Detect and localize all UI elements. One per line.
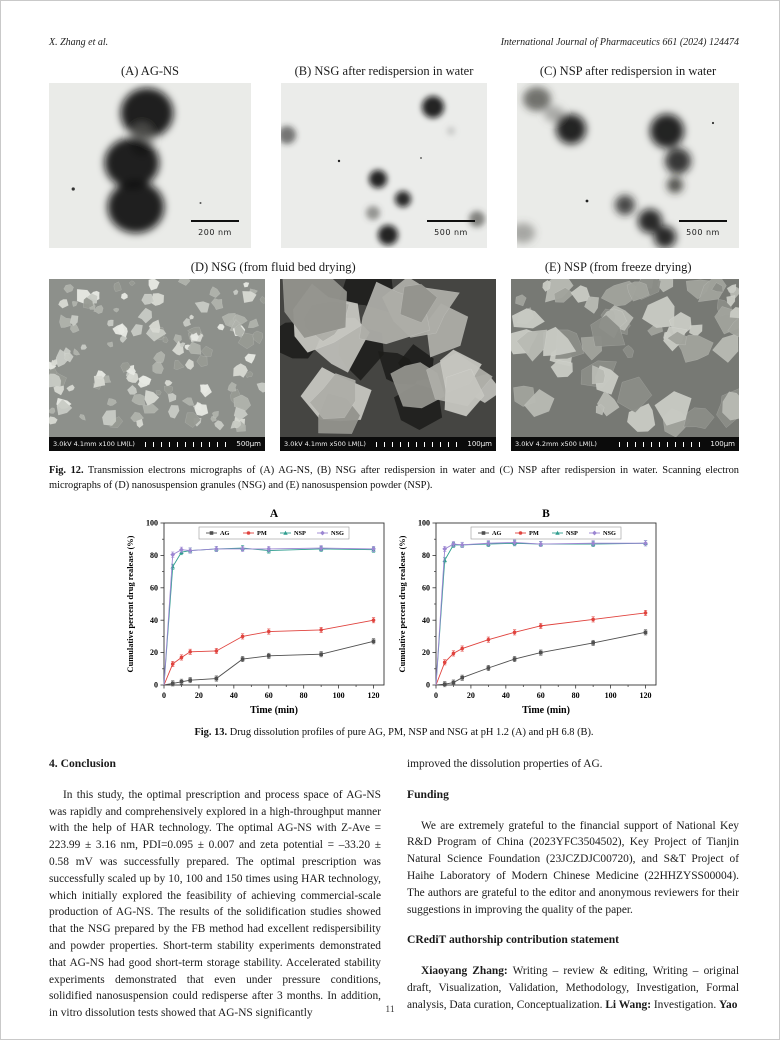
- scalebar-line: [191, 220, 239, 223]
- svg-text:NSG: NSG: [331, 530, 344, 538]
- sem-image-e: [511, 279, 739, 437]
- scalebar-label: 500 nm: [686, 228, 720, 237]
- sem-scale-label: 100μm: [710, 440, 735, 448]
- svg-text:0: 0: [162, 691, 166, 700]
- tem-micrograph-a: [49, 83, 251, 248]
- sem-ruler: [145, 442, 231, 447]
- sem-micrograph-e: [511, 279, 739, 451]
- page-footer: [1, 1005, 779, 1015]
- figure-12-caption: [49, 463, 739, 493]
- figure-13: [49, 505, 739, 740]
- funding-paragraph: We are extremely grateful to the financial support of National Key R&D Program of China (2023YFC3504502), Key Project of Tianjin Natural Science Foundation (23JCZDJC00720), and S&T Project of Haihe Laboratory of Modern Chinese Medicine (22HHZYSS00004). The authors are grateful to the editor and anonymous reviewers for their suggestions in improving the quality of the paper.: [407, 819, 739, 916]
- svg-text:20: 20: [466, 691, 475, 700]
- svg-text:100: 100: [146, 518, 158, 528]
- tem-scalebar-a: [191, 220, 239, 241]
- svg-text:NSG: NSG: [603, 530, 616, 538]
- sem-micrograph-row: [49, 279, 739, 451]
- svg-text:Time (min): Time (min): [522, 705, 570, 716]
- sem-infobar-d1: [49, 437, 265, 451]
- scalebar-label: 200 nm: [198, 228, 232, 237]
- credit-author-2: Li Wang:: [605, 998, 652, 1011]
- tem-panel-titles: [49, 64, 739, 79]
- credit-roles-2: Investigation.: [651, 998, 720, 1011]
- sem-meta-label: 3.0kV 4.1mm x100 LM(L): [53, 440, 135, 448]
- svg-text:20: 20: [194, 691, 203, 700]
- svg-text:80: 80: [422, 551, 430, 560]
- tem-scalebar-c: [679, 220, 727, 241]
- svg-text:60: 60: [150, 583, 158, 593]
- sem-infobar-e: [511, 437, 739, 451]
- running-author: X. Zhang et al.: [49, 37, 109, 48]
- figure-12-caption-text: Transmission electrons micrographs of (A) AG-NS, (B) NSG after redispersion in water and (C) NSP after redispersion in water. Scanning electron micrographs of (D) nanosuspension granules (NSG) and (E) nanosuspension powder (NSP).: [49, 465, 739, 491]
- figure-13-caption: [49, 725, 739, 740]
- conclusion-heading: 4. Conclusion: [49, 757, 117, 770]
- sem-image-d1: [49, 279, 265, 437]
- credit-roles-1: Writing – review & editing, Writing – original draft, Visualization, Validation, Methodology, Investigation, Formal analysis, Data curation, Conceptualization.: [407, 965, 739, 1011]
- svg-text:NSP: NSP: [566, 530, 578, 538]
- credit-author-3: Yao: [719, 998, 738, 1011]
- journal-reference: International Journal of Pharmaceutics 661 (2024) 124474: [500, 37, 739, 48]
- svg-text:40: 40: [501, 691, 510, 700]
- svg-text:AG: AG: [492, 530, 502, 538]
- sem-meta-label: 3.0kV 4.1mm x500 LM(L): [284, 440, 366, 448]
- svg-text:120: 120: [639, 691, 652, 700]
- sem-title-d: (D) NSG (from fluid bed drying): [190, 260, 356, 274]
- svg-text:40: 40: [150, 615, 158, 625]
- sem-micrograph-d1: [49, 279, 265, 451]
- svg-text:60: 60: [536, 691, 545, 700]
- svg-text:40: 40: [422, 615, 430, 625]
- svg-text:0: 0: [426, 680, 430, 690]
- svg-text:20: 20: [150, 648, 158, 658]
- svg-text:0: 0: [434, 691, 438, 700]
- svg-text:Cumulative percent drug realea: Cumulative percent drug realease (%): [126, 535, 135, 673]
- svg-text:100: 100: [604, 691, 617, 700]
- figure-13-caption-text: Drug dissolution profiles of pure AG, PM, NSP and NSG at pH 1.2 (A) and pH 6.8 (B).: [229, 727, 594, 738]
- figure-12: [49, 64, 739, 493]
- svg-text:Time (min): Time (min): [250, 705, 298, 716]
- svg-text:B: B: [542, 508, 550, 520]
- tem-title-c: (C) NSP after redispersion in water: [539, 64, 717, 78]
- left-column: [49, 756, 381, 1026]
- tem-micrograph-b: [281, 83, 487, 248]
- svg-text:20: 20: [422, 648, 430, 658]
- sem-ruler: [619, 442, 705, 447]
- tem-title-b: (B) NSG after redispersion in water: [294, 64, 474, 78]
- svg-text:60: 60: [264, 691, 273, 700]
- sem-scale-label: 500μm: [236, 440, 261, 448]
- dissolution-charts: [49, 505, 739, 719]
- page-header: [49, 37, 739, 48]
- figure-13-caption-label: Fig. 13.: [194, 727, 228, 738]
- conclusion-continued: improved the dissolution properties of AG.: [407, 758, 603, 770]
- credit-author-1: Xiaoyang Zhang:: [421, 965, 508, 978]
- funding-heading: Funding: [407, 787, 449, 801]
- svg-text:Cumulative percent drug realea: Cumulative percent drug realease (%): [398, 535, 407, 673]
- dissolution-chart-b: [394, 505, 666, 719]
- svg-text:A: A: [269, 508, 279, 520]
- sem-micrograph-d2: [280, 279, 496, 451]
- sem-scale-label: 100μm: [467, 440, 492, 448]
- sem-panel-titles: [49, 260, 739, 275]
- svg-text:PM: PM: [529, 530, 539, 538]
- page-number: 11: [385, 1005, 395, 1015]
- svg-text:AG: AG: [220, 530, 230, 538]
- figure-12-caption-label: Fig. 12.: [49, 465, 84, 476]
- svg-text:100: 100: [418, 518, 430, 528]
- scalebar-line: [427, 220, 475, 223]
- right-column: [407, 756, 739, 1026]
- sem-image-d2: [280, 279, 496, 437]
- sem-title-e: (E) NSP (from freeze drying): [544, 260, 692, 274]
- sem-infobar-d2: [280, 437, 496, 451]
- article-body: [49, 756, 739, 1026]
- sem-ruler: [376, 442, 462, 447]
- tem-scalebar-b: [427, 220, 475, 241]
- svg-text:80: 80: [299, 691, 308, 700]
- svg-text:NSP: NSP: [294, 530, 306, 538]
- tem-micrograph-row: [49, 83, 739, 248]
- dissolution-chart-a: [122, 505, 394, 719]
- tem-micrograph-c: [517, 83, 739, 248]
- svg-text:100: 100: [332, 691, 345, 700]
- conclusion-paragraph: In this study, the optimal prescription and process space of AG-NS was rapidly and comprehensively explored in a high-throughput manner with the help of HAR technology. The optimal AG-NS with Z-Ave = 223.99 ± 3.16 nm, PDI=0.095 ± 0.007 and zeta potential = –33.20 ± 0.58 mV was successfully prepared. The optimal prescription was successfully scaled up by 10, 100 and 150 times using HAR technology, which initially explored the feasibility of achieving commercial-scale production of AG-NS. The results of the solidification studies showed that the NSG prepared by the FB method had excellent redispersibility and powder properties. Short-term stability experiments demonstrated that AG-NS had good short-term storage stability. Accelerated stability experiments demonstrated that even under pressure conditions, solidified nanosuspension could redisperse after 3 months. In addition, in vitro dissolution tests showed that AG-NS significantly: [49, 788, 381, 1020]
- svg-text:80: 80: [571, 691, 580, 700]
- svg-text:60: 60: [422, 583, 430, 593]
- tem-title-a: (A) AG-NS: [121, 64, 179, 78]
- svg-text:PM: PM: [257, 530, 267, 538]
- svg-text:80: 80: [150, 551, 158, 560]
- sem-meta-label: 3.0kV 4.2mm x500 LM(L): [515, 440, 597, 448]
- credit-heading: CRediT authorship contribution statement: [407, 933, 620, 947]
- scalebar-label: 500 nm: [434, 228, 468, 237]
- svg-text:0: 0: [154, 680, 158, 690]
- svg-text:120: 120: [367, 691, 380, 700]
- svg-text:40: 40: [229, 691, 238, 700]
- scalebar-line: [679, 220, 727, 223]
